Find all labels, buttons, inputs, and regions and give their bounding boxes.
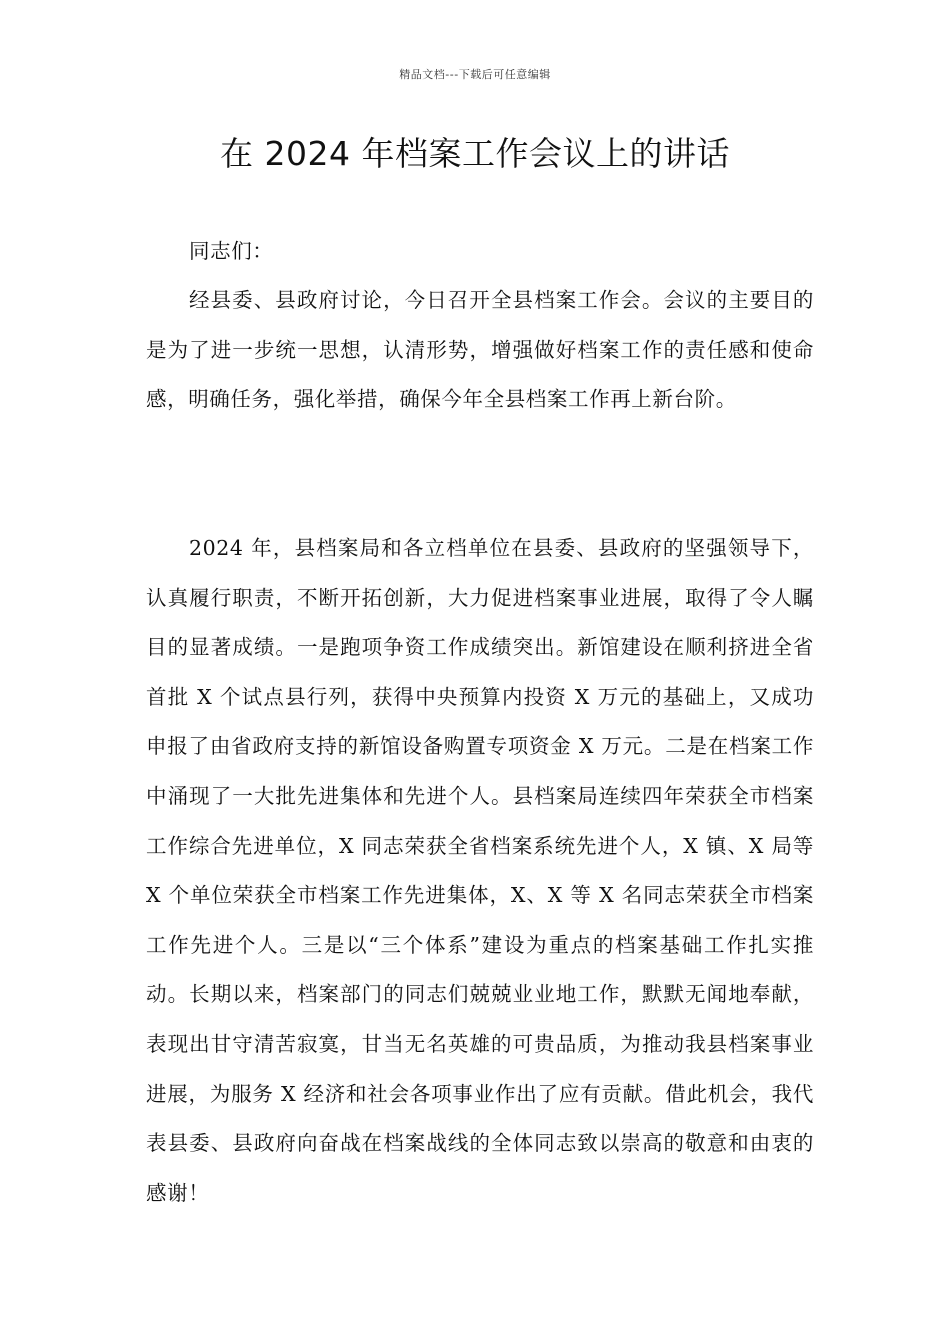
page-header-note: 精品文档---下载后可任意编辑: [399, 68, 551, 81]
document-title: 在 2024 年档案工作会议上的讲话: [220, 134, 730, 173]
paragraph-2: 2024 年，县档案局和各立档单位在县委、县政府的坚强领导下，认真履行职责，不断开拓创新，大力促进档案事业进展，取得了令人瞩目的显著成绩。一是跑项争资工作成绩突出。新馆建设在顺利挤进全省首批 X 个试点县行列，获得中央预算内投资 X 万元的基础上，又成功申报了由省政府支持的新馆设备购置专项资金 X 万元。二是在档案工作中涌现了一大批先进集体和先进个人。县档案局连续四年荣获全市档案工作综合先进单位，X 同志荣获全省档案系统先进个人，X 镇、X 局等 X 个单位荣获全市档案工作先进集体，X、X 等 X 名同志荣获全市档案工作先进个人。三是以“三个体系”建设为重点的档案基础工作扎实推动。长期以来，档案部门的同志们兢兢业业地工作，默默无闻地奉献，表现出甘守清苦寂寞，甘当无名英雄的可贵品质，为推动我县档案事业进展，为服务 X 经济和社会各项事业作出了应有贡献。借此机会，我代表县委、县政府向奋战在档案战线的全体同志致以崇高的敬意和由衷的感谢！: [146, 536, 814, 1205]
greeting: 同志们：: [189, 239, 274, 263]
paragraph-1: 经县委、县政府讨论，今日召开全县档案工作会。会议的主要目的是为了进一步统一思想，认清形势，增强做好档案工作的责任感和使命感，明确任务，强化举措，确保今年全县档案工作再上新台阶。: [146, 288, 814, 412]
